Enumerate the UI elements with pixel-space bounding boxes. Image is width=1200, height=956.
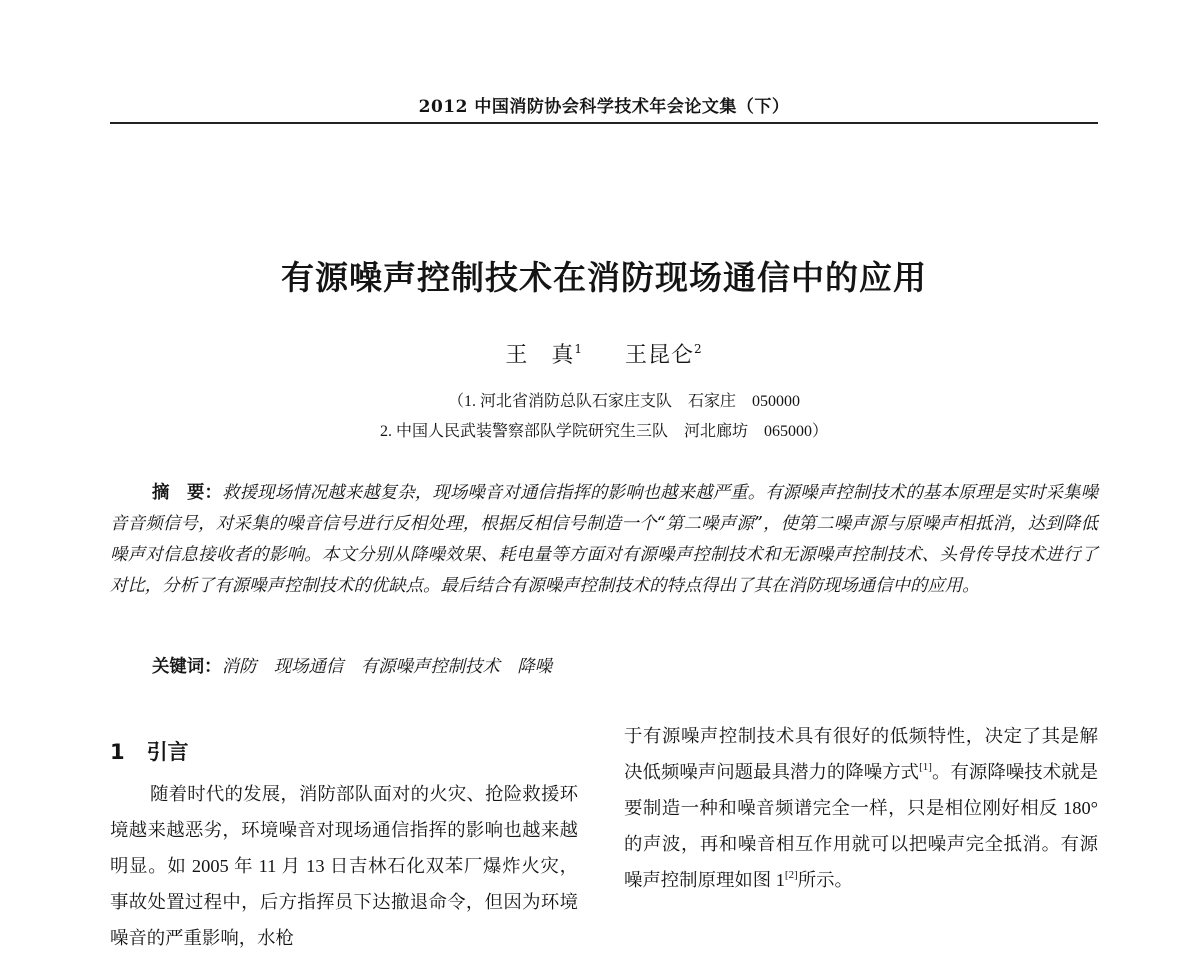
abstract bbox=[110, 478, 1098, 602]
body-text: 所示。 bbox=[797, 870, 853, 890]
section-heading bbox=[110, 736, 189, 766]
affiliation-1: （1. 河北省消防总队石家庄支队 石家庄 050000 bbox=[447, 393, 800, 410]
running-header: 2012 中国消防协会科学技术年会论文集（下） bbox=[418, 97, 790, 117]
body-text: 。有源降噪技术就是要制造一种和噪音频谱完全一样，只是相位刚好相反 180°的声波，再和噪音相互作用就可以把噪声完全抵消。有源噪声控制原理如图 1 bbox=[624, 762, 1098, 890]
keywords bbox=[152, 652, 1098, 677]
citation-mark: [1] bbox=[919, 761, 932, 773]
right-column-body bbox=[624, 718, 1098, 898]
abstract-text: 救援现场情况越来越复杂，现场噪音对通信指挥的影响也越来越严重。有源噪声控制技术的基本原理是实时采集噪音音频信号，对采集的噪音信号进行反相处理，根据反相信号制造一个“第二噪声源”，使第二噪声源与原噪声相抵消，达到降低噪声对信息接收者的影响。本文分别从降噪效果、耗电量等方面对有源噪声控制技术和无源噪声控制技术、头骨传导技术进行了对比，分析了有源噪声控制技术的优缺点。最后结合有源噪声控制技术的特点得出了其在消防现场通信中的应用。 bbox=[110, 483, 1098, 596]
section-number: 1 bbox=[110, 740, 125, 764]
author-list bbox=[110, 338, 1098, 369]
abstract-label: 摘 要： bbox=[152, 483, 223, 503]
left-column-body: 随着时代的发展，消防部队面对的火灾、抢险救援环境越来越恶劣，环境噪音对现场通信指挥的影响也越来越明显。如 2005 年 11 月 13 日吉林石化双苯厂爆炸火灾，事故处置过程中，后方指挥员下达撤退命令，但因为环境噪音的严重影响，水枪 bbox=[110, 784, 578, 948]
keywords-label: 关键词： bbox=[152, 657, 222, 677]
author-name: 王昆仑 bbox=[625, 343, 695, 368]
citation-mark: [2] bbox=[784, 869, 798, 881]
author-name: 王 真 bbox=[505, 343, 575, 368]
section-title: 引言 bbox=[146, 740, 189, 764]
paper-title: 有源噪声控制技术在消防现场通信中的应用 bbox=[281, 258, 927, 297]
affiliation-2: 2. 中国人民武装警察部队学院研究生三队 河北廊坊 065000） bbox=[379, 423, 828, 440]
header-rule bbox=[110, 122, 1098, 124]
keywords-text: 消防 现场通信 有源噪声控制技术 降噪 bbox=[221, 657, 553, 677]
author-affiliation-mark: 2 bbox=[694, 342, 703, 356]
body-text: 于有源噪声控制技术具有很好的低频特性，决定了其是解决低频噪声问题最具潜力的降噪方式 bbox=[624, 726, 1098, 782]
author-affiliation-mark: 1 bbox=[574, 342, 583, 356]
